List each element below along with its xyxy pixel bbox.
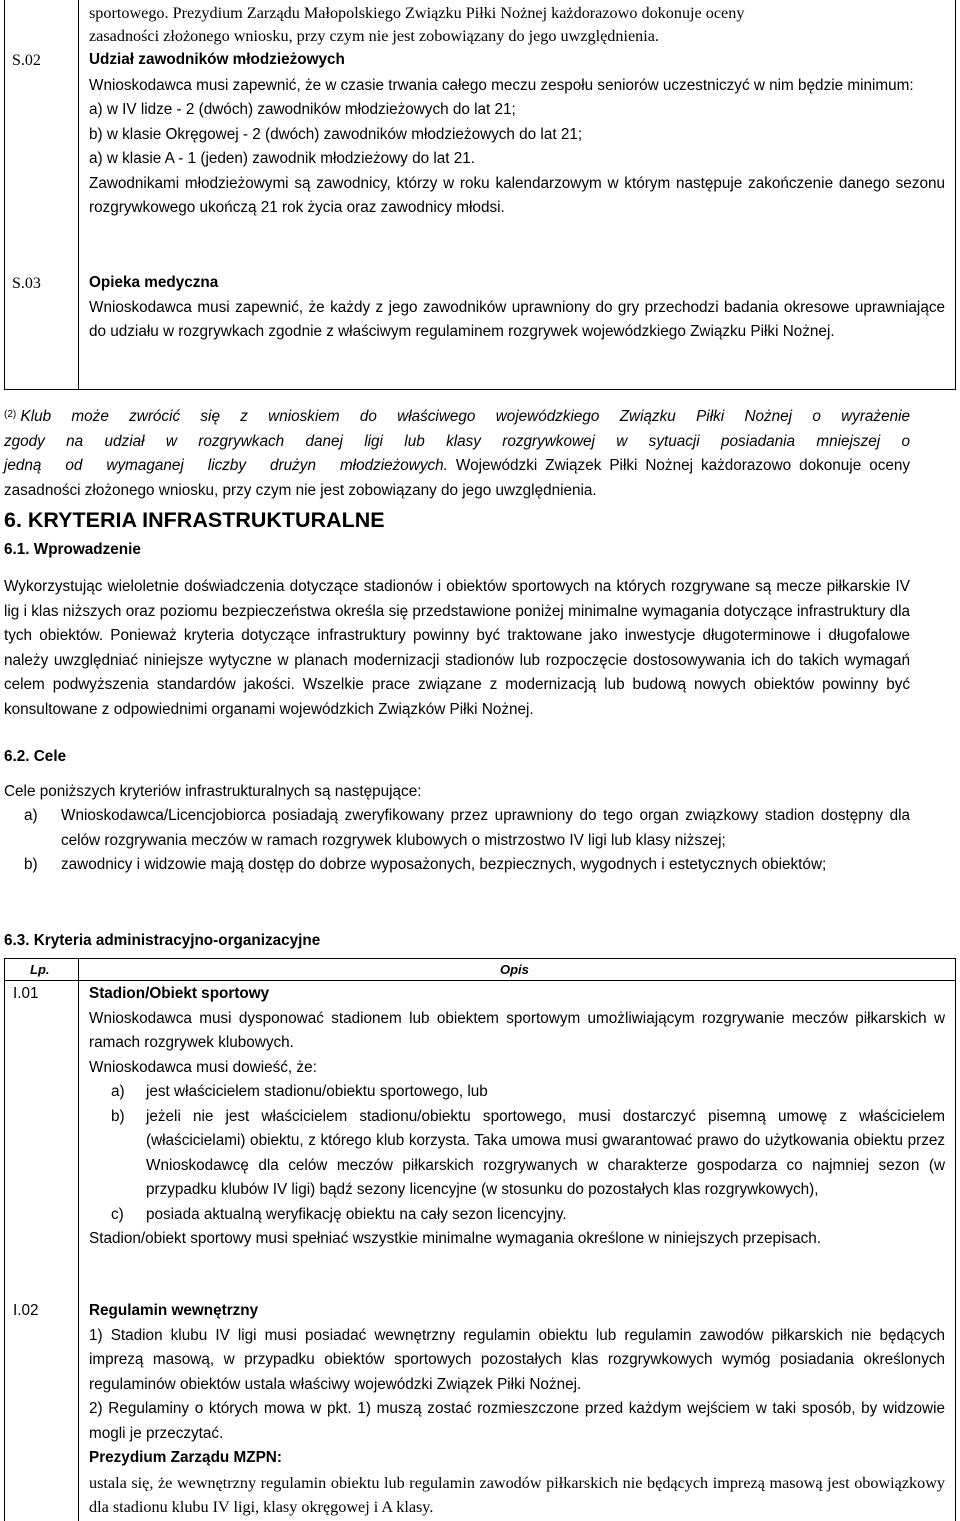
row-content — [89, 1299, 945, 1520]
footnote — [4, 405, 910, 503]
table-border-left — [4, 0, 5, 390]
row-text: 1) Stadion klubu IV ligi musi posiadać wewnętrzny regulamin obiektu lub regulamin zawodów piłkarskich nie będących imprezą masową, w przypadku obiektów sportowych pozostałych klas rozgrywkowych wymóg posiadania określonych regulaminów obiektów ustala właściwy wojewódzki Związek Piłki Nożnej. — [89, 1326, 945, 1393]
list-text: jest właścicielem stadionu/obiektu sportowego, lub — [146, 1083, 488, 1100]
list-item — [4, 804, 910, 853]
continued-text — [89, 2, 945, 48]
row-number: I.01 — [13, 985, 39, 1002]
table-border-bottom — [4, 389, 956, 390]
row-title: Opieka medyczna — [89, 274, 219, 291]
footnote-italic: Klub może zwrócić się z wnioskiem do właściwego wojewódzkiego Związku Piłki Nożnej o wyrażenie zgody na udział w rozgrywkach danej ligi lub klasy rozgrywkowej w sytuacji posiadania mniejszej o jedną od wymaganej liczby drużyn młodzieżowych. — [4, 408, 911, 475]
table-border-left — [4, 958, 5, 1521]
row-title: Stadion/Obiekt sportowy — [89, 985, 270, 1002]
list-text: posiada aktualną weryfikację obiektu na cały sezon licencyjny. — [146, 1205, 567, 1223]
cele-intro: Cele poniższych kryteriów infrastrukturalnych są następujące: — [4, 783, 422, 800]
table-border-col — [78, 958, 79, 1521]
row-text: Wnioskodawca musi dowieść, że: — [89, 1058, 317, 1076]
footnote-text: Wojewódzki Związek Piłki Nożnej każdorazowo dokonuje oceny zasadności złożonego wniosku, przy czym nie jest zobowiązany do jego uwzględnienia. — [4, 457, 911, 499]
row-text: Wnioskodawca musi zapewnić, że każdy z jego zawodników uprawniony do gry przechodzi badania okresowe uprawniające do udziału w rozgrywkach zgodnie z właściwym regulaminem rozgrywek wojewódzkiego Związku Piłki Nożnej. — [89, 298, 945, 340]
row-text: b) w klasie Okręgowej - 2 (dwóch) zawodników młodzieżowych do lat 21; — [89, 125, 583, 143]
table-header-border — [4, 980, 956, 981]
intro-paragraph: Wykorzystując wieloletnie doświadczenia dotyczące stadionów i obiektów sportowych na których rozgrywane są mecze piłkarskie IV lig i klas niższych oraz poziomu bezpieczeństwa określa się przedstawione poniżej minimalne wymagania dotyczące infrastruktury dla tych obiektów. Ponieważ kryteria dotyczące infrastruktury powinny być traktowane jako inwestycje długoterminowe i długofalowe należy uwzględniać niniejsze wytyczne w planach modernizacji stadionów lub rozpoczęcie dostosowywania ich do takich wymagań celem podwyższenia standardów jakości. Wszelkie prace związane z modernizacją lub budową nowych obiektów powinny być konsultowane z odpowiednimi organami wojewódzkich Związków Piłki Nożnej. — [4, 578, 910, 718]
row-number: I.02 — [13, 1302, 39, 1319]
list-text: Wnioskodawca/Licencjobiorca posiadają zweryfikowany przez uprawniony do tego organ związkowy stadion dostępny dla celów rozgrywania meczów w ramach rozgrywek klubowych o mistrzostwo IV ligi lub klasy niższej; — [61, 807, 910, 849]
row-text: Stadion/obiekt sportowy musi spełniać wszystkie minimalne wymagania określone w niniejszych przepisach. — [89, 1230, 822, 1247]
table-border-top — [4, 958, 956, 959]
list-marker: b) — [111, 1107, 125, 1125]
row-content — [89, 48, 945, 221]
subsection-heading: 6.1. Wprowadzenie — [4, 541, 141, 558]
row-title: Udział zawodników młodzieżowych — [89, 51, 345, 68]
table-border-right — [955, 0, 956, 390]
text-line: zasadności złożonego wniosku, przy czym nie jest zobowiązany do jego uwzględnienia. — [89, 27, 659, 45]
row-title: Regulamin wewnętrzny — [89, 1302, 259, 1319]
row-text: Wnioskodawca musi dysponować stadionem lub obiektem sportowym umożliwiającym rozgrywanie meczów piłkarskich w ramach rozgrywek klubowych. — [89, 1009, 945, 1051]
text-line: sportowego. Prezydium Zarządu Małopolskiego Związku Piłki Nożnej każdorazowo dokonuje oceny — [89, 4, 745, 22]
column-header-lp: Lp. — [30, 962, 50, 977]
row-subtitle: Prezydium Zarządu MZPN: — [89, 1449, 282, 1466]
list-item — [89, 1203, 945, 1228]
row-text: a) w IV lidze - 2 (dwóch) zawodników młodzieżowych do lat 21; — [89, 101, 516, 118]
list-marker: b) — [24, 856, 38, 873]
row-number: S.03 — [12, 275, 41, 292]
list-item — [89, 1080, 945, 1105]
table-border-col — [78, 0, 79, 390]
row-text: a) w klasie A - 1 (jeden) zawodnik młodzieżowy do lat 21. — [89, 150, 476, 167]
subsection-heading: 6.3. Kryteria administracyjno-organizacyjne — [4, 932, 321, 949]
row-text: ustala się, że wewnętrzny regulamin obiektu lub regulamin zawodów piłkarskich nie będących imprezą masową jest obowiązkowy dla stadionu klubu IV ligi, klasy okręgowej i A klasy. — [89, 1473, 945, 1516]
subsection-heading: 6.2. Cele — [4, 748, 67, 765]
list-text: jeżeli nie jest właścicielem stadionu/obiektu sportowego, musi dostarczyć pisemną umowę z właścicielem (właścicielami) obiektu, z którego klub korzysta. Taka umowa musi gwarantować prawo do użytkowania obiektu przez Wnioskodawcę dla celów meczów piłkarskich rozgrywanych w charakterze gospodarza co najmniej sezon (w przypadku klubów IV ligi) bądź sezony licencyjne (w stosunku do pozostałych klas rozgrywkowych), — [146, 1107, 945, 1198]
section-heading: 6. KRYTERIA INFRASTRUKTURALNE — [4, 508, 385, 532]
row-content — [89, 271, 945, 345]
row-text: Wnioskodawca musi zapewnić, że w czasie trwania całego meczu zespołu seniorów uczestniczyć w nim będzie minimum: — [89, 76, 914, 94]
row-content — [89, 982, 945, 1252]
cele-list — [4, 804, 910, 878]
row-text: 2) Regulaminy o których mowa w pkt. 1) muszą zostać rozmieszczone przed każdym wejściem w taki sposób, by widzowie mogli je przeczytać. — [89, 1400, 945, 1442]
list-marker: a) — [111, 1083, 125, 1100]
list-item — [89, 1105, 945, 1203]
list-text: zawodnicy i widzowie mają dostęp do dobrze wyposażonych, bezpiecznych, wygodnych i estetycznych obiektów; — [61, 856, 827, 873]
column-header-opis: Opis — [500, 962, 529, 977]
list-marker: c) — [111, 1205, 124, 1223]
list-item — [4, 853, 910, 878]
row-number: S.02 — [12, 52, 41, 69]
row-text: Zawodnikami młodzieżowymi są zawodnicy, którzy w roku kalendarzowym w którym następuje zakończenie danego sezonu rozgrywkowego ukończą 21 rok życia oraz zawodnicy młodsi. — [89, 174, 945, 216]
list-marker: a) — [24, 807, 38, 824]
footnote-mark: (2) — [4, 409, 17, 420]
table-border-right — [955, 958, 956, 1521]
